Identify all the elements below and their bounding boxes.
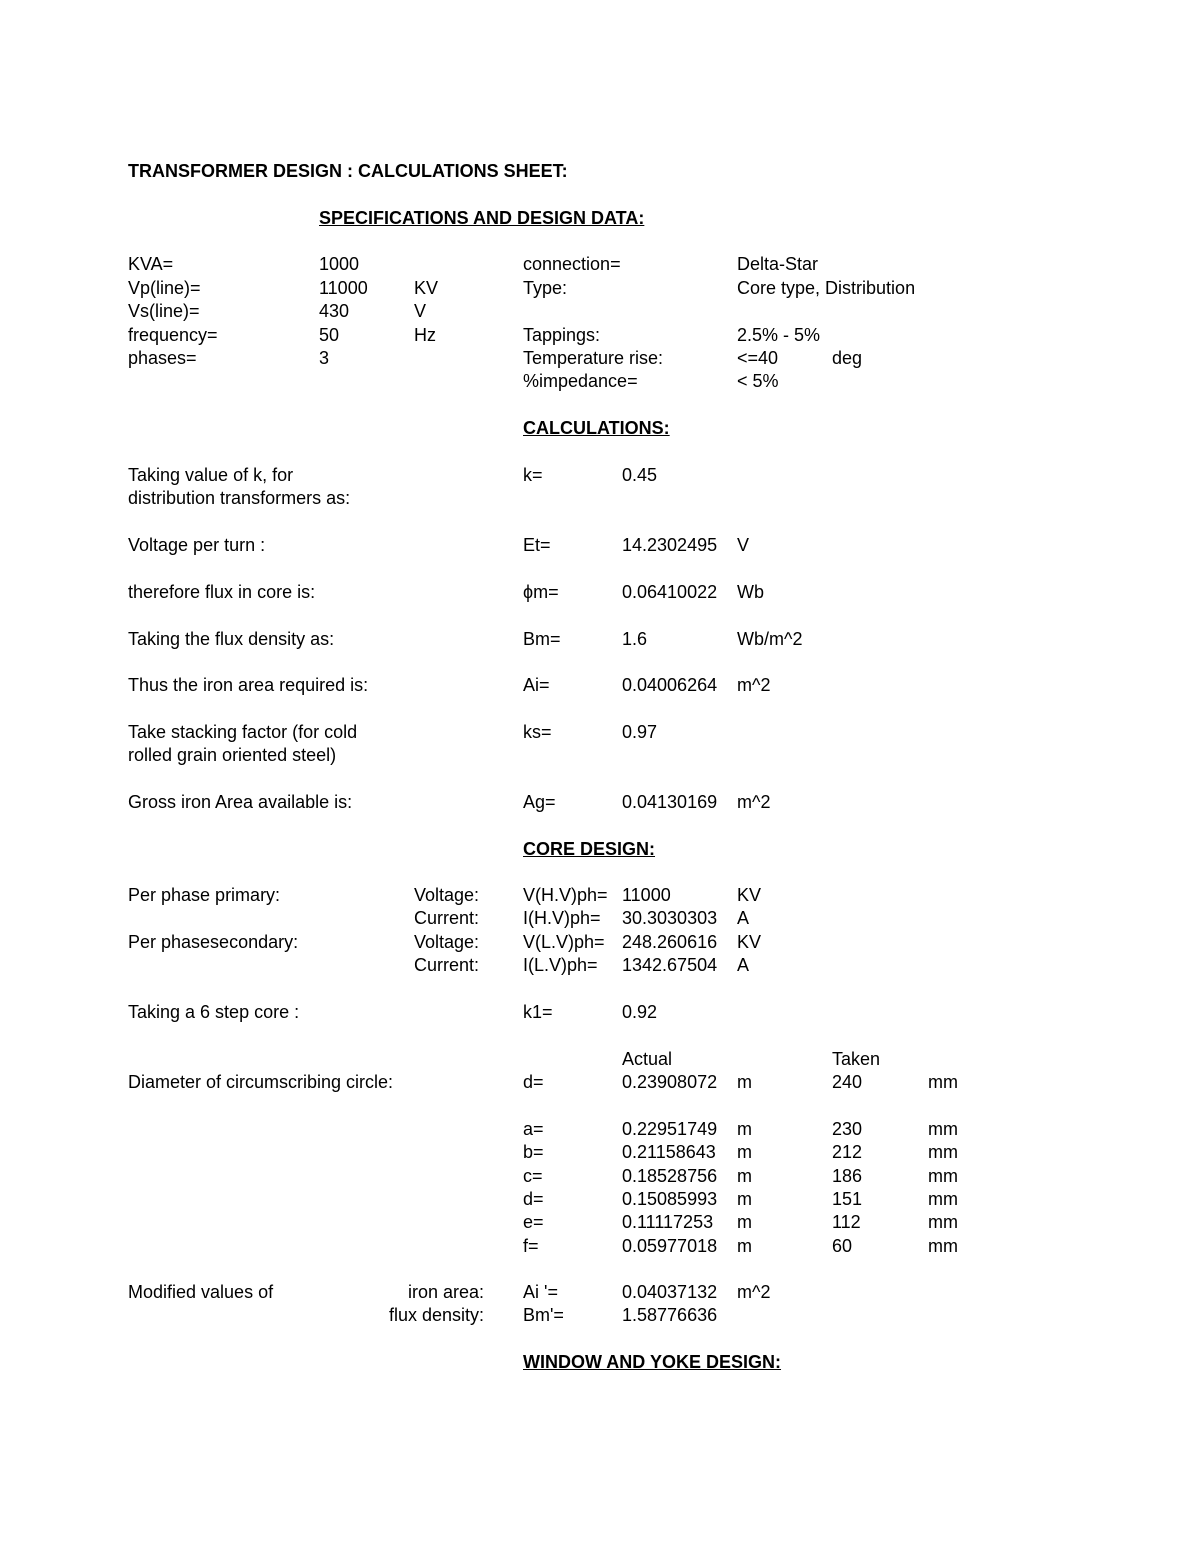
bm-modified-label: Bm'=: [523, 1305, 564, 1325]
step-actual: 0.05977018: [622, 1236, 718, 1256]
ai-value: 0.04006264: [622, 675, 718, 695]
k-value: 0.45: [622, 465, 658, 485]
diameter-taken: 240: [832, 1072, 863, 1092]
ihv-value: 30.3030303: [622, 908, 718, 928]
diameter-label: d=: [523, 1072, 544, 1092]
flux-unit: Wb: [737, 582, 764, 602]
taken-header: Taken: [832, 1049, 881, 1069]
ilv-unit: A: [737, 955, 750, 975]
primary-current-label: Current:: [414, 908, 480, 928]
secondary-current-label: Current:: [414, 955, 480, 975]
ag-label: Ag=: [523, 792, 556, 812]
frequency-value: 50: [319, 325, 340, 345]
step-unit: m: [737, 1212, 752, 1232]
flux-value: 0.06410022: [622, 582, 718, 602]
step-taken-unit: mm: [928, 1189, 958, 1209]
bm-value: 1.6: [622, 629, 648, 649]
et-label: Et=: [523, 535, 551, 555]
diameter-unit: m: [737, 1072, 752, 1092]
step-actual: 0.21158643: [622, 1142, 716, 1162]
impedance-value: < 5%: [737, 371, 779, 391]
step-taken-unit: mm: [928, 1236, 958, 1256]
connection-value: Delta-Star: [737, 254, 819, 274]
frequency-label: frequency=: [128, 325, 218, 345]
bm-description: Taking the flux density as:: [128, 629, 335, 649]
ilv-value: 1342.67504: [622, 955, 718, 975]
et-description: Voltage per turn :: [128, 535, 266, 555]
impedance-label: %impedance=: [523, 371, 638, 391]
diameter-actual: 0.23908072: [622, 1072, 718, 1092]
flux-description: therefore flux in core is:: [128, 582, 316, 602]
temperature-value: <=40: [737, 348, 779, 368]
et-unit: V: [737, 535, 750, 555]
iron-area-label: iron area:: [407, 1282, 484, 1302]
ai-description: Thus the iron area required is:: [128, 675, 369, 695]
step-actual: 0.18528756: [622, 1166, 718, 1186]
flux-label: ϕm=: [523, 582, 559, 602]
vhv-value: 11000: [622, 885, 671, 905]
primary-description: Per phase primary:: [128, 885, 281, 905]
step-label: e=: [523, 1212, 544, 1232]
bm-modified-value: 1.58776636: [622, 1305, 718, 1325]
ai-modified-label: Ai '=: [523, 1282, 558, 1302]
step-label: b=: [523, 1142, 544, 1162]
k-description: Taking value of k, for: [128, 465, 294, 485]
secondary-description: Per phasesecondary:: [128, 932, 299, 952]
step-unit: m: [737, 1119, 752, 1139]
vp-unit: KV: [414, 278, 439, 298]
vhv-label: V(H.V)ph=: [523, 885, 608, 905]
vlv-label: V(L.V)ph=: [523, 932, 605, 952]
modified-description: Modified values of: [128, 1282, 274, 1302]
ag-unit: m^2: [737, 792, 771, 812]
core-design-heading: CORE DESIGN:: [523, 839, 656, 859]
ai-unit: m^2: [737, 675, 771, 695]
step-label: a=: [523, 1119, 544, 1139]
specs-heading: SPECIFICATIONS AND DESIGN DATA:: [319, 208, 645, 228]
step-taken-unit: mm: [928, 1166, 958, 1186]
step-actual: 0.15085993: [622, 1189, 718, 1209]
ihv-label: I(H.V)ph=: [523, 908, 601, 928]
tappings-label: Tappings:: [523, 325, 601, 345]
frequency-unit: Hz: [414, 325, 436, 345]
k-description-cont: distribution transformers as:: [128, 488, 351, 508]
step-unit: m: [737, 1189, 752, 1209]
ai-label: Ai=: [523, 675, 550, 695]
step-taken: 151: [832, 1189, 863, 1209]
phases-label: phases=: [128, 348, 197, 368]
vs-label: Vs(line)=: [128, 301, 200, 321]
ag-description: Gross iron Area available is:: [128, 792, 353, 812]
vs-unit: V: [414, 301, 427, 321]
secondary-voltage-label: Voltage:: [414, 932, 480, 952]
primary-voltage-label: Voltage:: [414, 885, 480, 905]
ks-value: 0.97: [622, 722, 658, 742]
k-label: k=: [523, 465, 543, 485]
vlv-value: 248.260616: [622, 932, 718, 952]
type-label: Type:: [523, 278, 568, 298]
vlv-unit: KV: [737, 932, 762, 952]
step-core-description: Taking a 6 step core :: [128, 1002, 300, 1022]
window-yoke-heading: WINDOW AND YOKE DESIGN:: [523, 1352, 782, 1372]
step-taken-unit: mm: [928, 1212, 958, 1232]
step-label: f=: [523, 1236, 539, 1256]
ks-label: ks=: [523, 722, 552, 742]
k1-value: 0.92: [622, 1002, 658, 1022]
step-taken: 186: [832, 1166, 863, 1186]
ilv-label: I(L.V)ph=: [523, 955, 598, 975]
kva-label: KVA=: [128, 254, 174, 274]
ks-description: Take stacking factor (for cold: [128, 722, 358, 742]
type-value: Core type, Distribution: [737, 278, 916, 298]
vp-label: Vp(line)=: [128, 278, 201, 298]
ag-value: 0.04130169: [622, 792, 718, 812]
et-value: 14.2302495: [622, 535, 718, 555]
step-taken: 230: [832, 1119, 863, 1139]
k1-label: k1=: [523, 1002, 553, 1022]
step-taken: 60: [832, 1236, 853, 1256]
ks-description-cont: rolled grain oriented steel): [128, 745, 337, 765]
step-label: d=: [523, 1189, 544, 1209]
step-taken-unit: mm: [928, 1119, 958, 1139]
tappings-value: 2.5% - 5%: [737, 325, 821, 345]
ai-modified-unit: m^2: [737, 1282, 771, 1302]
diameter-description: Diameter of circumscribing circle:: [128, 1072, 394, 1092]
connection-label: connection=: [523, 254, 621, 274]
step-label: c=: [523, 1166, 543, 1186]
bm-label: Bm=: [523, 629, 561, 649]
temperature-unit: deg: [832, 348, 863, 368]
step-actual: 0.11117253: [622, 1212, 714, 1232]
vs-value: 430: [319, 301, 350, 321]
bm-unit: Wb/m^2: [737, 629, 803, 649]
kva-value: 1000: [319, 254, 360, 274]
step-taken-unit: mm: [928, 1142, 958, 1162]
phases-value: 3: [319, 348, 330, 368]
ihv-unit: A: [737, 908, 750, 928]
page-title: TRANSFORMER DESIGN : CALCULATIONS SHEET:: [128, 161, 568, 181]
ai-modified-value: 0.04037132: [622, 1282, 718, 1302]
step-actual: 0.22951749: [622, 1119, 718, 1139]
step-taken: 212: [832, 1142, 863, 1162]
vp-value: 11000: [319, 278, 368, 298]
flux-density-label: flux density:: [388, 1305, 484, 1325]
calculations-heading: CALCULATIONS:: [523, 418, 670, 438]
temperature-label: Temperature rise:: [523, 348, 664, 368]
step-unit: m: [737, 1166, 752, 1186]
step-unit: m: [737, 1142, 752, 1162]
step-unit: m: [737, 1236, 752, 1256]
vhv-unit: KV: [737, 885, 762, 905]
actual-header: Actual: [622, 1049, 673, 1069]
diameter-taken-unit: mm: [928, 1072, 958, 1092]
step-taken: 112: [832, 1212, 861, 1232]
